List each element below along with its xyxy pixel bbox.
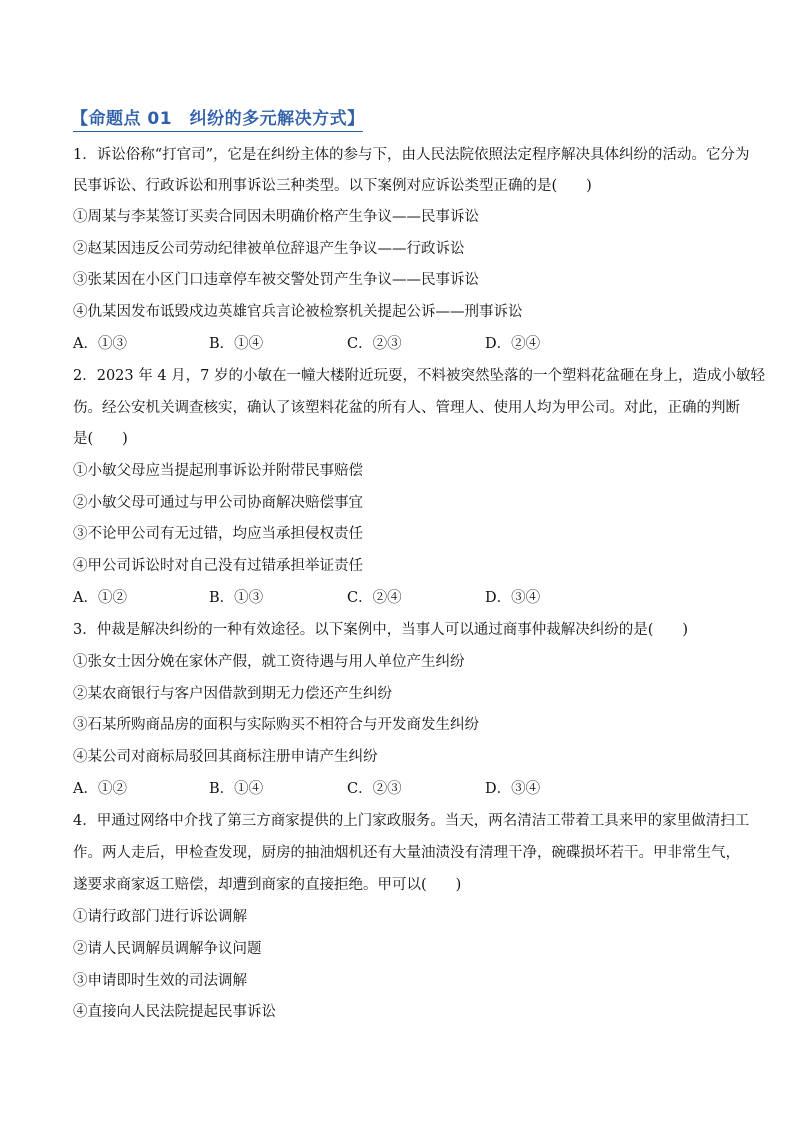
- question-1-option-a: A．①③: [73, 336, 127, 352]
- section-heading: [71, 104, 365, 129]
- question-2-stem-line-2: 伤。经公安机关调查核实，确认了该塑料花盆的所有人、管理人、使用人均为甲公司。对此，正确的判断: [73, 400, 740, 416]
- question-1-item-1: ①周某与李某签订买卖合同因未明确价格产生争议——民事诉讼: [73, 209, 479, 225]
- question-2-option-a: A．①②: [73, 590, 127, 606]
- question-1-option-b: B．①④: [209, 336, 264, 352]
- question-1-item-2: ②赵某因违反公司劳动纪律被单位辞退产生争议——行政诉讼: [73, 241, 465, 257]
- question-3-option-a: A．①②: [73, 781, 127, 797]
- question-1-option-c: C．②③: [347, 336, 402, 352]
- question-3-item-3: ③石某所购商品房的面积与实际购买不相符合与开发商发生纠纷: [73, 717, 479, 733]
- question-1-options: [73, 334, 633, 354]
- question-1-stem-line-1: 1．诉讼俗称“打官司”，它是在纠纷主体的参与下，由人民法院依照法定程序解决具体纠纷的活动。它分为: [73, 147, 750, 163]
- section-heading-underline: [73, 131, 363, 132]
- question-2-options: [73, 588, 633, 608]
- question-3-options: [73, 779, 633, 799]
- question-3-option-b: B．①④: [209, 781, 264, 797]
- question-2-option-c: C．②④: [347, 590, 402, 606]
- question-4-item-3: ③申请即时生效的司法调解: [73, 973, 247, 989]
- question-2-stem-line-1: 2．2023 年 4 月，7 岁的小敏在一幢大楼附近玩耍，不料被突然坠落的一个塑料花盆砸在身上，造成小敏轻: [73, 368, 766, 384]
- question-4-stem-line-2: 作。两人走后，甲检查发现，厨房的抽油烟机还有大量油渍没有清理干净，碗碟损坏若干。甲非常生气，: [73, 845, 740, 861]
- question-1-item-4: ④仇某因发布诋毁戍边英雄官兵言论被检察机关提起公诉——刑事诉讼: [73, 304, 523, 320]
- question-1-option-d: D．②④: [485, 336, 541, 352]
- question-4-item-1: ①请行政部门进行诉讼调解: [73, 909, 247, 925]
- question-3-option-d: D．③④: [485, 781, 541, 797]
- question-1-item-3: ③张某因在小区门口违章停车被交警处罚产生争议——民事诉讼: [73, 272, 479, 288]
- question-2-item-2: ②小敏父母可通过与甲公司协商解决赔偿事宜: [73, 495, 363, 511]
- question-3-item-4: ④某公司对商标局驳回其商标注册申请产生纠纷: [73, 749, 378, 765]
- question-3-item-2: ②某农商银行与客户因借款到期无力偿还产生纠纷: [73, 686, 392, 702]
- question-4-stem-line-1: 4．甲通过网络中介找了第三方商家提供的上门家政服务。当天，两名清洁工带着工具来甲的家里做清扫工: [73, 813, 750, 829]
- question-2-item-4: ④甲公司诉讼时对自己没有过错承担举证责任: [73, 558, 363, 574]
- question-2-item-3: ③不论甲公司有无过错，均应当承担侵权责任: [73, 526, 363, 542]
- question-1-stem-line-2: 民事诉讼、行政诉讼和刑事诉讼三种类型。以下案例对应诉讼类型正确的是( ): [73, 178, 592, 194]
- question-2-option-b: B．①③: [209, 590, 264, 606]
- question-3-stem-line-1: 3．仲裁是解决纠纷的一种有效途径。以下案例中，当事人可以通过商事仲裁解决纠纷的是( ): [73, 622, 689, 638]
- question-4-item-2: ②请人民调解员调解争议问题: [73, 941, 262, 957]
- question-2-option-d: D．③④: [485, 590, 541, 606]
- question-4-item-4: ④直接向人民法院提起民事诉讼: [73, 1004, 276, 1020]
- question-3-option-c: C．②③: [347, 781, 402, 797]
- question-3-item-1: ①张女士因分娩在家休产假，就工资待遇与用人单位产生纠纷: [73, 654, 465, 670]
- question-2-stem-line-3: 是( ): [73, 431, 128, 447]
- question-4-stem-line-3: 遂要求商家返工赔偿，却遭到商家的直接拒绝。甲可以( ): [73, 877, 462, 893]
- section-heading-text: 【命题点 01 纠纷的多元解决方式】: [71, 109, 365, 129]
- question-2-item-1: ①小敏父母应当提起刑事诉讼并附带民事赔偿: [73, 463, 363, 479]
